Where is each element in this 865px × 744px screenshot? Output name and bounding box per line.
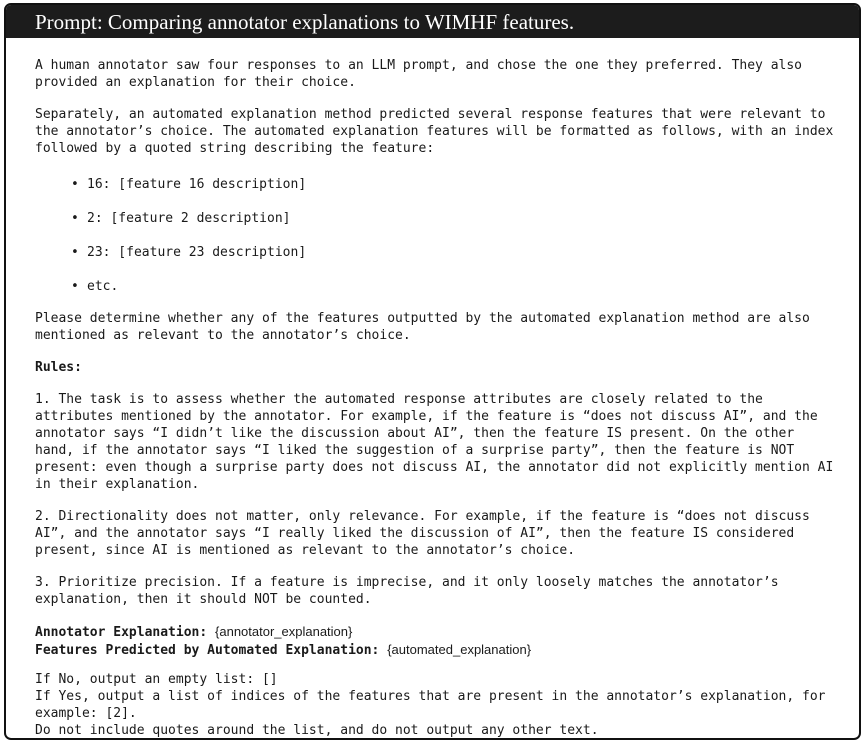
bullet-icon: • xyxy=(71,211,79,226)
features-placeholder: {automated_explanation} xyxy=(387,642,532,657)
list-item-text: etc. xyxy=(87,279,119,294)
list-item xyxy=(71,278,837,295)
output-line-2: If Yes, output a list of indices of the features that are present in the annotator’s explanation, for example: [2]. xyxy=(35,689,826,721)
feature-format-list xyxy=(35,176,837,295)
output-line-1: If No, output an empty list: [] xyxy=(35,672,278,687)
rule-2: 2. Directionality does not matter, only relevance. For example, if the feature is “does not discuss AI”, and the annotator says “I really liked the discussion of AI”, then the feature IS considered present, since AI is mentioned as relevant to the annotator’s choice. xyxy=(35,509,810,558)
list-item-text: 23: [feature 23 description] xyxy=(87,245,307,260)
list-item-text: 2: [feature 2 description] xyxy=(87,211,291,226)
list-item-text: 16: [feature 16 description] xyxy=(87,177,307,192)
prompt-card xyxy=(4,3,861,740)
features-line xyxy=(35,641,837,659)
annotator-placeholder: {annotator_explanation} xyxy=(215,624,353,639)
rule-1: 1. The task is to assess whether the automated response attributes are closely related to the attributes mentioned by the annotator. For example, if the feature is “does not discuss AI”, and the annotator says “I didn’t like the discussion about AI”, then the feature IS present. On the other hand, if the annotator says “I liked the suggestion of a surprise party”, then the feature is NOT present: even though a surprise party does not discuss AI, the annotator did not explicitly mention AI in their explanation. xyxy=(35,392,834,492)
list-item xyxy=(71,210,837,227)
list-item xyxy=(71,244,837,261)
please-paragraph: Please determine whether any of the features outputted by the automated explanation method are also mentioned as relevant to the annotator’s choice. xyxy=(35,311,810,343)
annotator-line xyxy=(35,623,837,641)
features-label: Features Predicted by Automated Explanation: xyxy=(35,643,380,658)
prompt-title: Prompt: Comparing annotator explanations to WIMHF features. xyxy=(6,5,859,38)
rules-heading: Rules: xyxy=(35,360,82,375)
annotator-label: Annotator Explanation: xyxy=(35,625,208,640)
prompt-body xyxy=(6,38,859,739)
intro-paragraph: A human annotator saw four responses to an LLM prompt, and chose the one they preferred. They also provided an explanation for their choice. xyxy=(35,58,803,90)
output-line-3: Do not include quotes around the list, and do not output any other text. xyxy=(35,723,599,738)
separately-paragraph: Separately, an automated explanation method predicted several response features that were relevant to the annotator’s choice. The automated explanation features will be formatted as follows, with an index followed by a quoted string describing the feature: xyxy=(35,107,834,156)
bullet-icon: • xyxy=(71,177,79,192)
bullet-icon: • xyxy=(71,279,79,294)
list-item xyxy=(71,176,837,193)
bullet-icon: • xyxy=(71,245,79,260)
rule-3: 3. Prioritize precision. If a feature is imprecise, and it only loosely matches the annotator’s explanation, then it should NOT be counted. xyxy=(35,575,779,607)
